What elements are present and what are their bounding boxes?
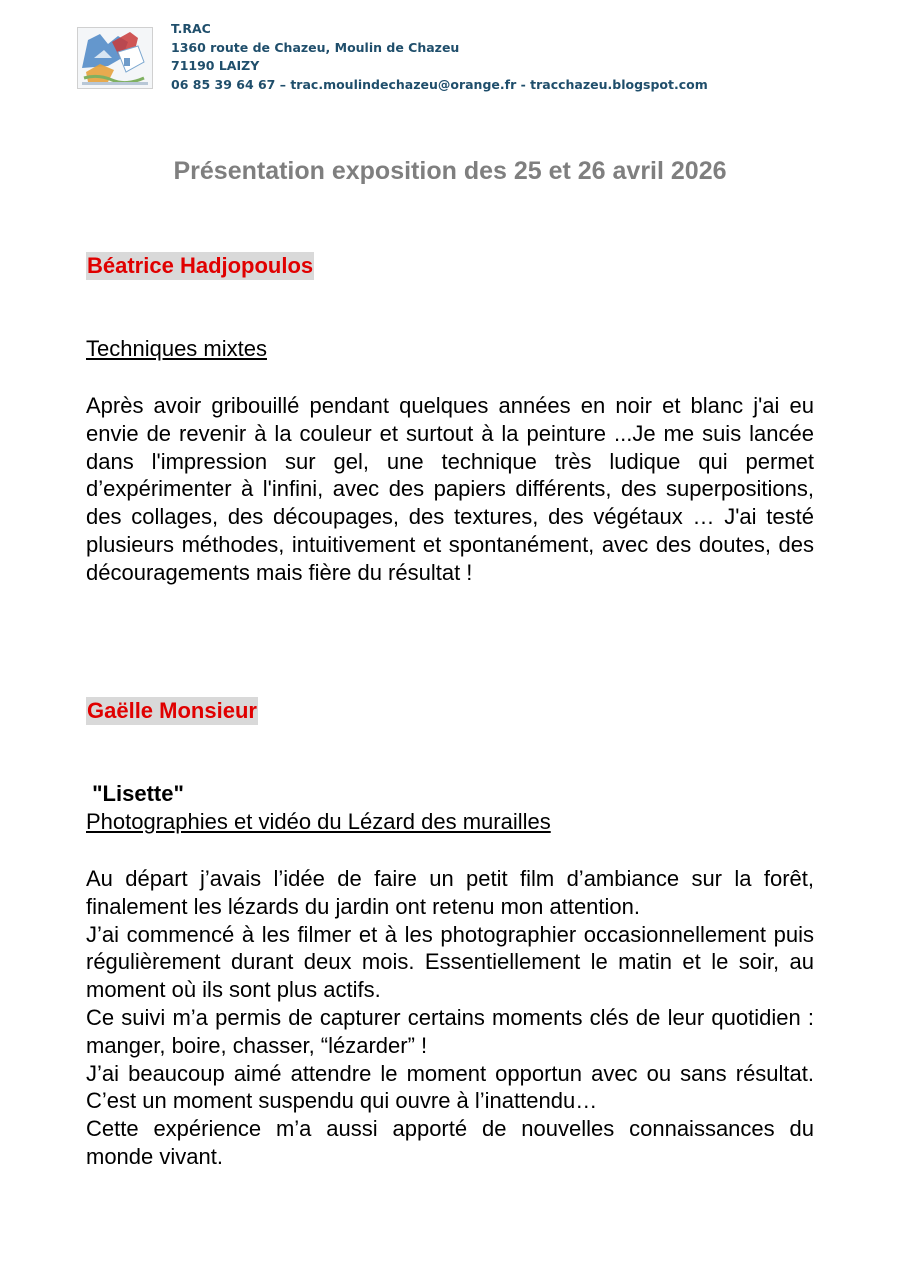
page-title: Présentation exposition des 25 et 26 avril 2026 [173, 157, 727, 185]
organization-logo [77, 27, 153, 89]
artist-description-beatrice: Après avoir gribouillé pendant quelques années en noir et blanc j'ai eu envie de revenir à la couleur et surtout à la peinture ...Je me suis lancée dans l'impression sur gel, une technique très ludique qui permet d’expérimenter à l'infini, avec des papiers différents, des superpositions, des collages, des découpages, des textures, des végétaux … J'ai testé plusieurs méthodes, intuitivement et spontanément, avec des doutes, des découragements mais fière du résultat ! [86, 393, 814, 585]
work-title-lisette: "Lisette" [86, 781, 184, 806]
mill-painting-icon [78, 28, 152, 88]
letterhead [77, 20, 837, 100]
artist-name-gaelle: Gaëlle Monsieur [87, 698, 257, 723]
org-name: T.RAC [171, 21, 211, 36]
description-line: J’ai commencé à les filmer et à les photographier occasionnellement puis régulièrement durant deux mois. Essentiellement le matin et le soir, au moment où ils sont plus actifs. [86, 921, 814, 1003]
description-line: Ce suivi m’a permis de capturer certains moments clés de leur quotidien : manger, boire, chasser, “lézarder” ! [86, 1004, 814, 1058]
artist-technique-gaelle: Photographies et vidéo du Lézard des murailles [86, 809, 551, 834]
address-line-2: 71190 LAIZY [171, 58, 260, 73]
artist-name-beatrice: Béatrice Hadjopoulos [87, 253, 314, 278]
contact-line: 06 85 39 64 67 – trac.moulindechazeu@orange.fr - tracchazeu.blogspot.com [171, 76, 708, 92]
description-line: Au départ j’avais l’idée de faire un petit film d’ambiance sur la forêt, finalement les lézards du jardin ont retenu mon attention. [86, 866, 814, 919]
contact-block [171, 20, 708, 94]
artist-description-gaelle [86, 865, 814, 1171]
artist-technique-beatrice: Techniques mixtes [86, 336, 267, 361]
address-line-1: 1360 route de Chazeu, Moulin de Chazeu [171, 39, 460, 55]
description-line: J’ai beaucoup aimé attendre le moment opportun avec ou sans résultat. C’est un moment suspendu qui ouvre à l’inattendu… [86, 1060, 814, 1114]
description-line: Cette expérience m’a aussi apporté de nouvelles connaissances du monde vivant. [86, 1116, 814, 1169]
